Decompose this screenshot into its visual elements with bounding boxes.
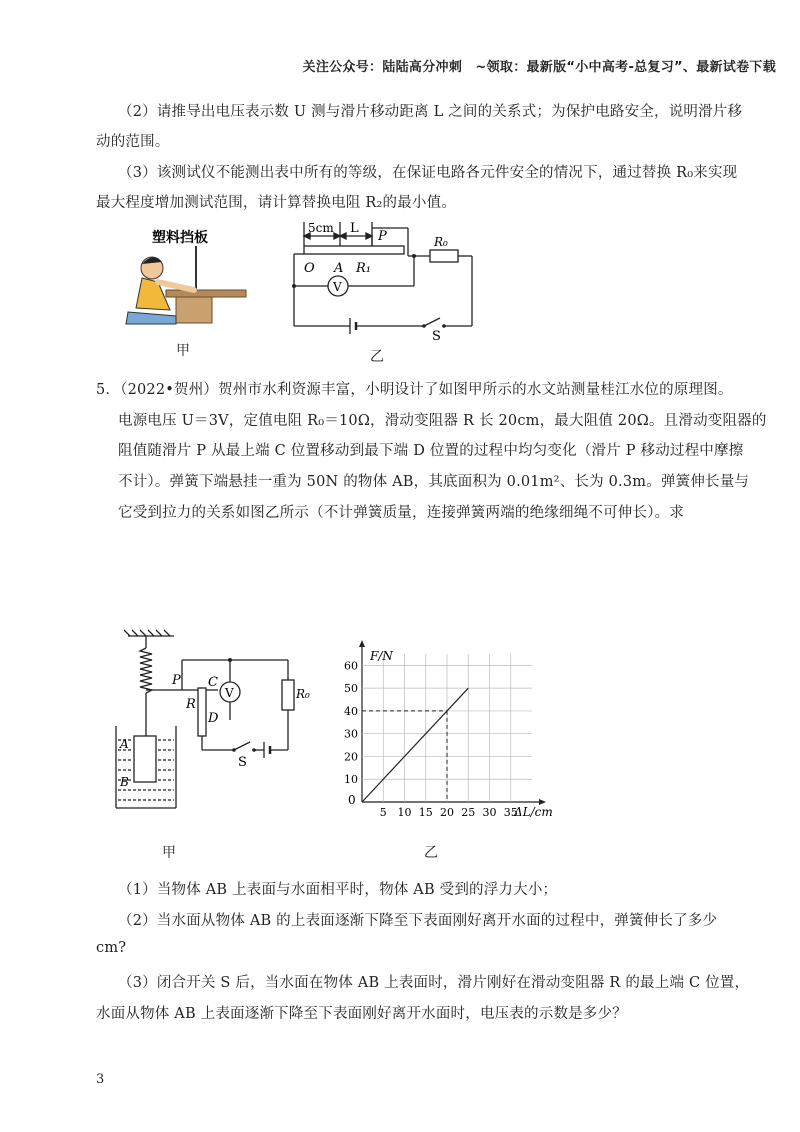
- x-tick-15: 15: [418, 806, 433, 819]
- q5-line2: 电源电压 U＝3V，定值电阻 R₀＝10Ω，滑动变阻器 R 长 20cm，最大阻值 20Ω。且滑动变阻器的: [118, 413, 767, 429]
- y-tick-60: 60: [344, 659, 358, 673]
- fig2-caption-jia: 甲: [162, 845, 176, 861]
- label-P: P: [378, 229, 387, 244]
- y-tick-30: 30: [344, 727, 358, 741]
- dim-L: L: [350, 221, 359, 236]
- fig1-caption-jia: 甲: [176, 343, 190, 359]
- label-D: D: [208, 711, 219, 726]
- label-A: A: [334, 261, 344, 276]
- label-A: A: [120, 737, 129, 751]
- label-R1: R₁: [356, 261, 371, 276]
- q5-sub2-line1: （2）当水面从物体 AB 的上表面逐渐下降至下表面刚好离开水面的过程中，弹簧伸长了多少: [118, 913, 718, 929]
- figure-water-level-circuit: [108, 630, 308, 814]
- y-tick-labels: [344, 659, 358, 786]
- q4-part3-line1: （3）该测试仪不能测出表中所有的等级，在保证电路各元件安全的情况下，通过替换 R₀来实现: [118, 165, 738, 181]
- figure-circuit-1: [282, 216, 482, 344]
- q5-sub3-line1: （3）闭合开关 S 后，当水面在物体 AB 上表面时，滑片刚好在滑动变阻器 R 的最上端 C 位置，: [118, 975, 750, 991]
- x-tick-25: 25: [461, 806, 476, 819]
- x-tick-20: 20: [440, 806, 454, 819]
- q5-sub2-line2: cm?: [96, 940, 127, 956]
- x-axis-label: ΔL/cm: [514, 805, 553, 819]
- q4-part2-line2: 动的范围。: [96, 134, 170, 150]
- x-tick-5: 5: [379, 806, 387, 819]
- voltmeter-label: V: [225, 686, 234, 700]
- label-P: P: [172, 673, 181, 688]
- fig1-caption-yi: 乙: [370, 349, 384, 365]
- q5-sub3-line2: 水面从物体 AB 上表面逐渐下降至下表面刚好离开水面时，电压表的示数是多少？: [96, 1006, 627, 1022]
- y-tick-20: 20: [344, 750, 358, 764]
- q5-line4: 不计）。弹簧下端悬挂一重为 50N 的物体 AB，其底面积为 0.01m²、长为 0.3m。弹簧伸长量与: [118, 474, 750, 490]
- q5-line1: 5．（2022•贺州）贺州市水利资源丰富，小明设计了如图甲所示的水文站测量桂江水位的原理图。: [96, 382, 733, 398]
- child-arms: [158, 282, 194, 290]
- board-box: [176, 297, 212, 323]
- q4-part2-line1: （2）请推导出电压表示数 U 测与滑片移动距离 L 之间的关系式；为保护电路安全，说明滑片移: [118, 104, 743, 120]
- series-line: [362, 688, 468, 802]
- voltmeter-label: V: [333, 280, 342, 294]
- origin-label: 0: [348, 793, 356, 807]
- dim-5cm: 5cm: [308, 221, 334, 235]
- switch-label: S: [432, 329, 441, 344]
- x-tick-labels: [380, 806, 518, 819]
- q5-line5: 它受到拉力的关系如图乙所示（不计弹簧质量，连接弹簧两端的绝缘细绳不可伸长）。求: [118, 505, 685, 521]
- y-tick-50: 50: [344, 682, 358, 696]
- label-B: B: [120, 775, 129, 789]
- label-R0: R₀: [434, 235, 448, 249]
- switch-label: S: [238, 755, 247, 770]
- q5-sub1: （1）当物体 AB 上表面与水面相平时，物体 AB 受到的浮力大小；: [118, 882, 558, 898]
- force-extension-chart: [332, 642, 552, 832]
- y-tick-40: 40: [344, 704, 358, 718]
- figure-sit-and-reach: [118, 224, 256, 332]
- label-O: O: [304, 261, 315, 276]
- y-axis-label: F/N: [370, 649, 393, 663]
- page-number: 3: [96, 1072, 105, 1087]
- measure-board: [166, 290, 246, 297]
- board-label: 塑料挡板: [152, 230, 208, 246]
- x-tick-35: 35: [503, 806, 518, 819]
- x-tick-10: 10: [397, 806, 412, 819]
- q5-line3: 阻值随滑片 P 从最上端 C 位置移动到最下端 D 位置的过程中均匀变化（滑片 P 移动过程中摩擦: [118, 443, 744, 459]
- label-C: C: [208, 675, 218, 690]
- page-header: 关注公众号：陆陆高分冲刺 ~领取：最新版“小中高考-总复习”、最新试卷下载: [302, 60, 776, 75]
- chart-caption-yi: 乙: [424, 845, 438, 861]
- x-tick-30: 30: [482, 806, 497, 819]
- y-tick-10: 10: [344, 773, 358, 787]
- label-R: R: [186, 697, 196, 712]
- label-R0: R₀: [296, 687, 310, 701]
- y-axis-arrow: [359, 640, 365, 647]
- q4-part3-line2: 最大程度增加测试范围，请计算替换电阻 R₂的最小值。: [96, 195, 457, 211]
- child-legs: [126, 312, 176, 324]
